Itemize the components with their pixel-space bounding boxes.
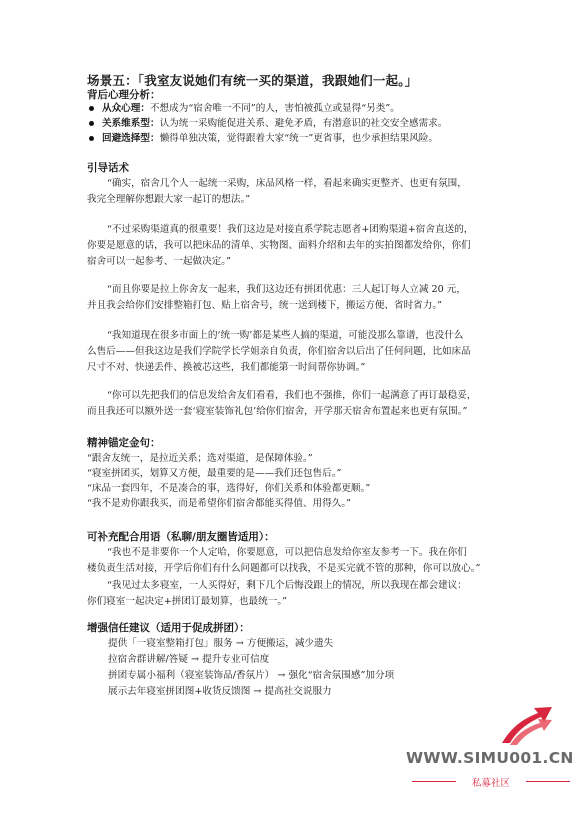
trust-item: 展示去年寝室拼团图+收货反馈图 → 提高社交说服力 [108, 686, 332, 697]
watermark-logo-icon [406, 703, 576, 751]
bullet-icon [89, 121, 94, 126]
psychology-heading: 背后心理分析： [87, 89, 161, 101]
golden-quote: “寝室拼团买，划算又方便，最重要的是——我们还包售后。” [87, 468, 342, 479]
trust-list [108, 636, 394, 700]
golden-heading: 精神锚定金句： [87, 437, 161, 449]
psychology-list [87, 101, 447, 146]
guide-heading: 引导话术 [87, 162, 129, 174]
guide-paragraph: “而且你要是拉上你舍友一起来，我们这边还有拼团优惠：三人起订每人立减 20 元， 并且我会给你们安排整箱打包、贴上宿舍号，统一送到楼下，搬运方便、省时省力。” [87, 284, 466, 311]
psychology-item: 从众心理：不想成为“宿舍唯一不同”的人，害怕被孤立或显得“另类”。 [87, 101, 447, 116]
golden-quotes [87, 451, 370, 511]
guide-paragraph: “我知道现在很多市面上的‘统一购’都是某些人搞的渠道，可能没那么靠谱，也没什么 么售后——但我这边是我们学院学长学姐亲自负责，你们宿舍以后出了任何问题，比如床品 尺寸不对、快递丢件、换被芯这些，我们都能第一时间帮你协调。” [87, 330, 471, 373]
trust-heading: 增强信任建议（适用于促成拼团）： [87, 622, 250, 634]
guide-paragraph: “确实，宿舍几个人一起统一采购，床品风格一样，看起来确实更整齐、也更有氛围， 我完全理解你想跟大家一起订的想法。” [87, 178, 467, 205]
psychology-item: 回避选择型：懒得单独决策，觉得跟着大家“统一”更省事，也少承担结果风险。 [87, 131, 447, 146]
psychology-item: 关系维系型：认为统一采购能促进关系、避免矛盾，有潜意识的社交安全感需求。 [87, 116, 447, 131]
watermark-subtitle: 私募社区 [471, 778, 510, 789]
guide-paragraph: “不过采购渠道真的很重要！我们这边是对接直系学院志愿者+团购渠道+宿舍直送的， 你要是愿意的话，我可以把床品的清单、实物图、面料介绍和去年的实拍图都发给你，你们 宿舍可以一起参考、一起做决定。” [87, 224, 474, 267]
scene-title: 场景五：「我室友说她们有统一买的渠道，我跟她们一起。」 [87, 73, 418, 88]
golden-quote: “跟舍友统一，是拉近关系；选对渠道，是保障体验。” [87, 453, 313, 464]
guide-paragraph: “你可以先把我们的信息发给舍友们看看，我们也不强推，你们一起满意了再订最稳妥， 而且我还可以额外送一套‘寝室装饰礼包’给你们宿舍，开学那天宿舍布置起来也更有氛围。” [87, 390, 477, 417]
bullet-icon [89, 136, 94, 141]
watermark [406, 703, 576, 813]
golden-quote: “床品一套四年，不是凑合的事，选得好，你们关系和体验都更顺。” [87, 483, 371, 494]
trust-item: 提供「一寝室整箱打包」服务 → 方便搬运，减少遗失 [108, 638, 334, 649]
trust-item: 拉宿舍群讲解/答疑 → 提升专业可信度 [108, 654, 270, 665]
bullet-icon [89, 106, 94, 111]
golden-quote: “我不是劝你跟我买，而是希望你们宿舍都能买得值、用得久。” [87, 498, 352, 509]
trust-item: 拼团专属小福利（寝室装饰品/香氛片） → 强化“宿舍氛围感”加分项 [108, 670, 395, 681]
private-paragraph: “我见过太多寝室，一人买得好，剩下几个后悔没跟上的情况，所以我现在都会建议： 你们寝室一起决定+拼团订最划算，也最统一。” [87, 580, 467, 607]
private-paragraph: “我也不是非要你一个人定哈，你要愿意，可以把信息发给你室友参考一下。我在你们 楼负责生活对接，开学后你们有什么问题都可以找我，不是买完就不管的那种，你可以放心。” [87, 547, 481, 574]
private-heading: 可补充配合用语（私聊/朋友圈皆适用）： [87, 531, 275, 543]
watermark-site: WWW.SIMU001.CN [406, 749, 574, 767]
